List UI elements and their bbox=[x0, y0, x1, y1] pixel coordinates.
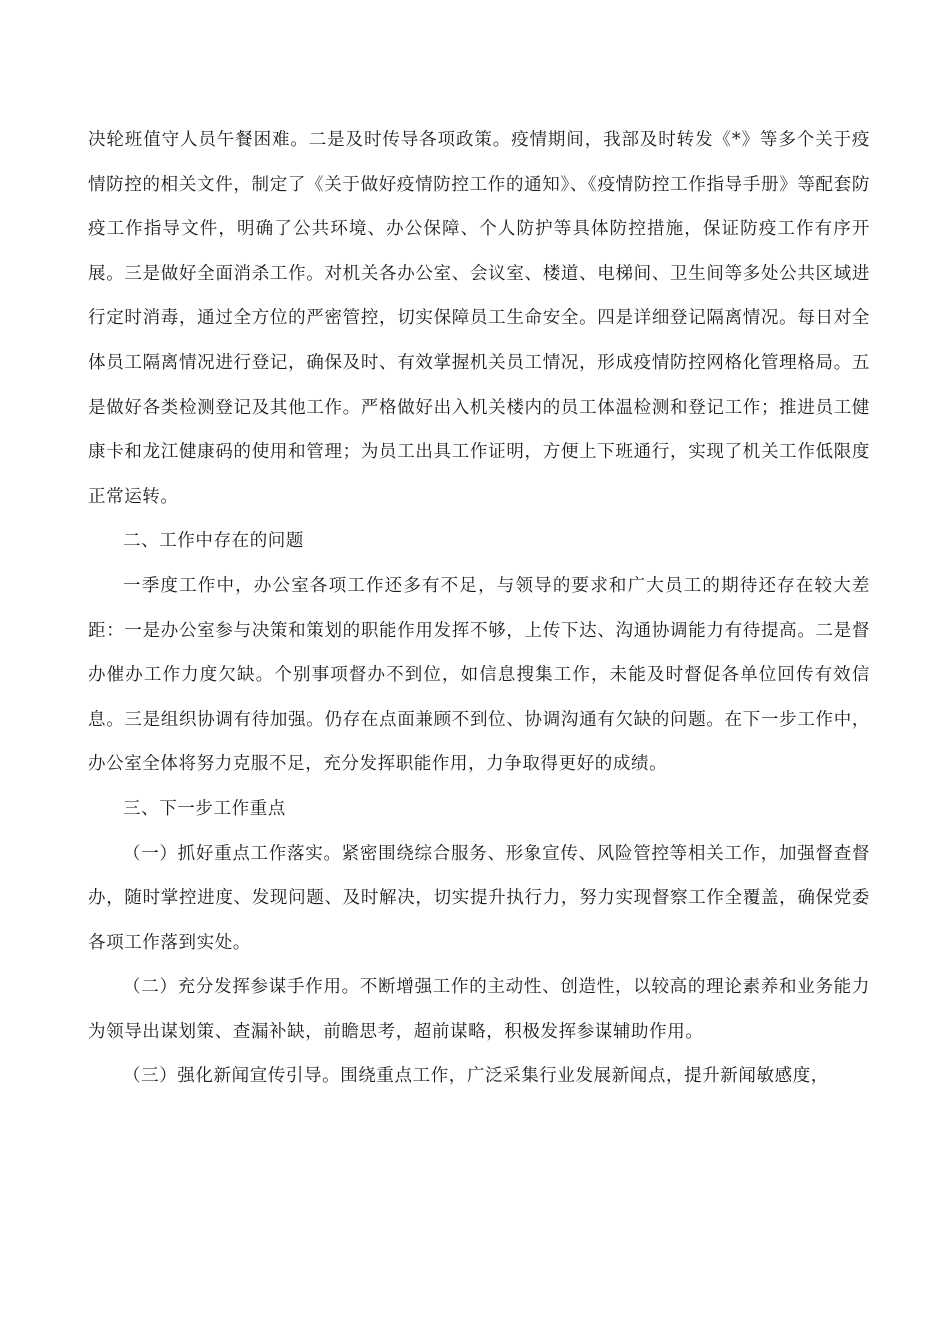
document-body bbox=[88, 118, 870, 1099]
paragraph-continuation: 决轮班值守人员午餐困难。二是及时传导各项政策。疫情期间，我部及时转发《*》等多个关于疫情防控的相关文件，制定了《关于做好疫情防控工作的通知》、《疫情防控工作指导手册》等配套防疫工作指导文件，明确了公共环境、办公保障、个人防护等具体防控措施，保证防疫工作有序开展。三是做好全面消杀工作。对机关各办公室、会议室、楼道、电梯间、卫生间等多处公共区域进行定时消毒，通过全方位的严密管控，切实保障员工生命安全。四是详细登记隔离情况。每日对全体员工隔离情况进行登记，确保及时、有效掌握机关员工情况，形成疫情防控网格化管理格局。五是做好各类检测登记及其他工作。严格做好出入机关楼内的员工体温检测和登记工作；推进员工健康卡和龙江健康码的使用和管理；为员工出具工作证明，方便上下班通行，实现了机关工作低限度正常运转。 bbox=[88, 130, 870, 507]
paragraph-item-1: （一）抓好重点工作落实。紧密围绕综合服务、形象宣传、风险管控等相关工作，加强督查督办，随时掌控进度、发现问题、及时解决，切实提升执行力，努力实现督察工作全覆盖，确保党委各项工作落到实处。 bbox=[88, 843, 870, 953]
paragraph-item-3: （三）强化新闻宣传引导。围绕重点工作，广泛采集行业发展新闻点，提升新闻敏感度， bbox=[123, 1066, 829, 1087]
section-heading-next-steps: 三、下一步工作重点 bbox=[123, 798, 286, 819]
paragraph-item-2: （二）充分发挥参谋手作用。不断增强工作的主动性、创造性，以较高的理论素养和业务能力为领导出谋划策、查漏补缺，前瞻思考，超前谋略，积极发挥参谋辅助作用。 bbox=[88, 977, 870, 1042]
paragraph-problems: 一季度工作中，办公室各项工作还多有不足，与领导的要求和广大员工的期待还存在较大差距：一是办公室参与决策和策划的职能作用发挥不够，上传下达、沟通协调能力有待提高。二是督办催办工作力度欠缺。个别事项督办不到位，如信息搜集工作，未能及时督促各单位回传有效信息。三是组织协调有待加强。仍存在点面兼顾不到位、协调沟通有欠缺的问题。在下一步工作中，办公室全体将努力克服不足，充分发挥职能作用，力争取得更好的成绩。 bbox=[88, 575, 870, 775]
section-heading-problems: 二、工作中存在的问题 bbox=[123, 531, 304, 552]
